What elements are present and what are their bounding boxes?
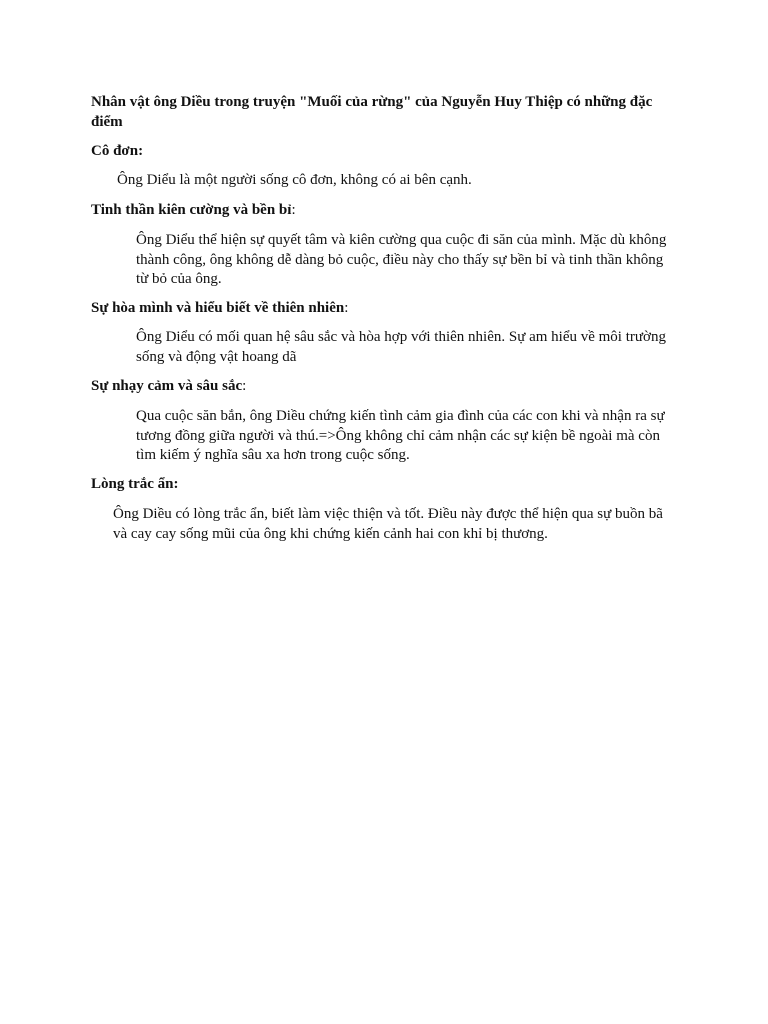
section-heading-text: Lòng trắc ẩn [91, 476, 174, 492]
section-heading-colon: : [138, 143, 144, 159]
section-heading-tinh-than [91, 201, 296, 221]
section-paragraph-hoa-minh: Ông Diểu có mối quan hệ sâu sắc và hòa hợp với thiên nhiên. Sự am hiểu về môi trường sống và động vật hoang dã [136, 329, 666, 365]
section-heading-text: Sự hòa mình và hiểu biết về thiên nhiên [91, 300, 345, 316]
section-heading-colon: : [344, 300, 349, 316]
section-heading-text: Tinh thần kiên cường và bền bỉ [91, 202, 292, 218]
section-heading-text: Sự nhạy cảm và sâu sắc [91, 378, 243, 394]
section-heading-colon: : [173, 476, 179, 492]
section-heading-hoa-minh [91, 299, 348, 319]
section-heading-trac-an [91, 475, 179, 495]
section-heading-nhay-cam [91, 377, 246, 397]
section-heading-colon: : [242, 378, 247, 394]
section-heading-text: Cô đơn [91, 143, 139, 159]
section-heading-co-don [91, 142, 143, 162]
section-paragraph-tinh-than: Ông Diểu thể hiện sự quyết tâm và kiên cường qua cuộc đi săn của mình. Mặc dù không thành công, ông không dễ dàng bỏ cuộc, điều này cho thấy sự bền bỉ và tinh thần không từ bỏ của ông. [136, 232, 667, 287]
section-paragraph-nhay-cam: Qua cuộc săn bắn, ông Diều chứng kiến tình cảm gia đình của các con khi và nhận ra sự tương đồng giữa người và thú.=>Ông không chỉ cảm nhận các sự kiện bề ngoài mà còn tìm kiếm ý nghĩa sâu xa hơn trong cuộc sống. [136, 408, 665, 463]
document-title: Nhân vật ông Diều trong truyện "Muối của rừng" của Nguyễn Huy Thiệp có những đặc điểm [91, 94, 653, 130]
section-paragraph-co-don: Ông Diểu là một người sống cô đơn, không có ai bên cạnh. [117, 172, 472, 188]
section-paragraph-trac-an: Ông Diều có lòng trắc ẩn, biết làm việc thiện và tốt. Điều này được thể hiện qua sự buồn bã và cay cay sống mũi của ông khi chứng kiến cảnh hai con khỉ bị thương. [113, 506, 663, 542]
section-heading-colon: : [291, 202, 296, 218]
